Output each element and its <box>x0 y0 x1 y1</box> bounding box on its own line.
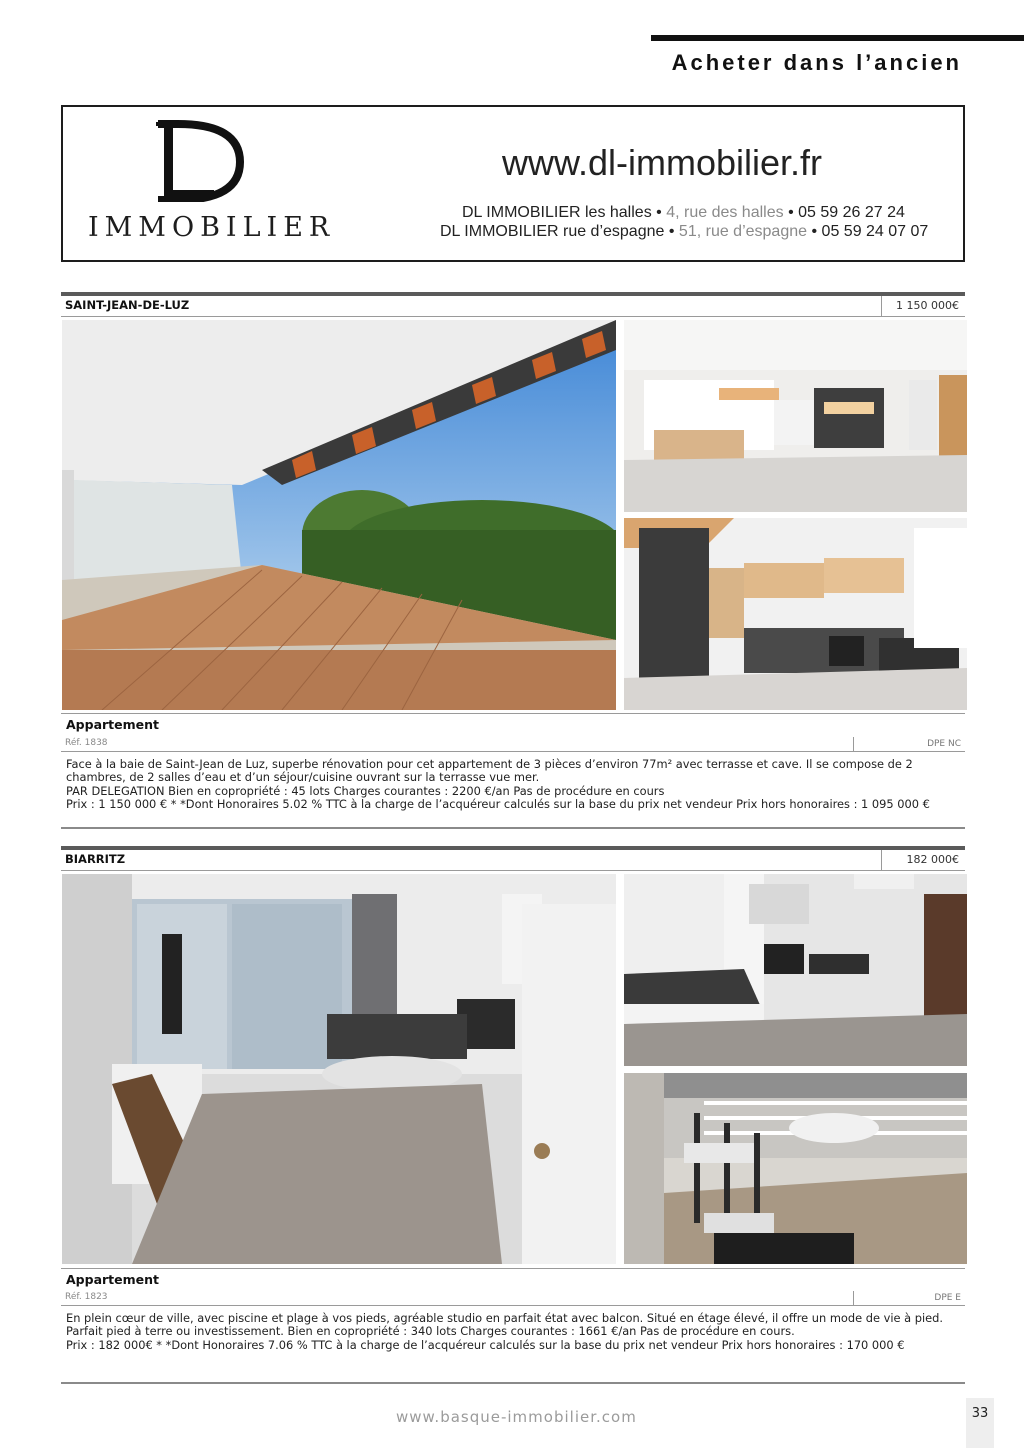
page-number: 33 <box>966 1398 994 1448</box>
description-paragraph: Prix : 182 000€ * *Dont Honoraires 7.06 % TTC à la charge de l’acquéreur calculés sur la base du prix net vendeur Prix hors honoraires : 170 000 € <box>66 1337 905 1352</box>
description-paragraph: Face à la baie de Saint-Jean de Luz, superbe rénovation pour cet appartement de 3 pièces d’environ 77m² avec terrasse et cave. Il se compose de 2 chambres, de 2 salles d’eau et d’un séjour/cuisine ouvrant sur la terrasse vue mer. <box>66 757 913 785</box>
living-room-photo[interactable] <box>624 320 967 512</box>
divider <box>61 713 965 714</box>
listing-end-rule <box>61 1382 965 1384</box>
office-address: 51, rue d’espagne <box>678 223 808 240</box>
office-name: DL IMMOBILIER les halles <box>462 204 652 221</box>
listing-price: 1 150 000€ <box>881 296 965 316</box>
reference-row <box>61 737 965 752</box>
listing-city: BIARRITZ <box>65 852 126 866</box>
section-title: Acheter dans l’ancien <box>671 50 962 75</box>
divider <box>61 1268 965 1269</box>
office-address: 4, rue des halles <box>666 204 784 221</box>
energy-rating: DPE NC <box>853 737 965 751</box>
studio-living-photo[interactable] <box>62 874 616 1264</box>
terrace-photo[interactable] <box>62 320 616 710</box>
office-name: DL IMMOBILIER rue d’espagne <box>440 223 665 240</box>
office-phone[interactable]: 05 59 26 27 24 <box>798 204 905 221</box>
studio-bedroom-photo[interactable] <box>624 874 967 1066</box>
kitchen-photo[interactable] <box>624 518 967 710</box>
header-rule <box>651 35 1024 41</box>
office-line-1 <box>462 204 905 222</box>
office-line-2 <box>440 223 928 241</box>
separator: • <box>656 204 662 221</box>
listing-header <box>61 292 965 317</box>
description-paragraph: En plein cœur de ville, avec piscine et plage à vos pieds, agréable studio en parfait état avec balcon. Situé en étage élevé, il offre un mode de vie à pied. Parfait pied à terre ou investissement. Bien en copropriété : 340 lots Charges courantes : 1661 €/an Pas de procédure en cours. <box>66 1311 944 1339</box>
description-paragraph: PAR DELEGATION Bien en copropriété : 45 lots Charges courantes : 2200 €/an Pas de procédure en cours <box>66 783 665 798</box>
footer-url[interactable]: www.basque-immobilier.com <box>396 1408 637 1426</box>
listing-end-rule <box>61 827 965 829</box>
listing-ref: Réf. 1823 <box>65 1292 108 1302</box>
listing-ref: Réf. 1838 <box>65 738 108 748</box>
listing-description <box>66 1312 964 1352</box>
logo-wordmark: IMMOBILIER <box>88 212 336 243</box>
separator: • <box>788 204 794 221</box>
listing-header <box>61 846 965 871</box>
energy-rating: DPE E <box>853 1291 965 1305</box>
balcony-photo[interactable] <box>624 1073 967 1264</box>
listing-type: Appartement <box>66 1272 159 1287</box>
listing-description <box>66 758 964 812</box>
office-phone[interactable]: 05 59 24 07 07 <box>821 223 929 240</box>
listing-type: Appartement <box>66 717 159 732</box>
dl-logo-icon <box>98 120 248 202</box>
separator: • <box>811 223 818 240</box>
reference-row <box>61 1291 965 1306</box>
agency-website[interactable]: www.dl-immobilier.fr <box>502 142 823 183</box>
description-paragraph: Prix : 1 150 000 € * *Dont Honoraires 5.02 % TTC à la charge de l’acquéreur calculés sur la base du prix net vendeur Prix hors honoraires : 1 095 000 € <box>66 797 930 812</box>
listing-city: SAINT-JEAN-DE-LUZ <box>65 298 190 312</box>
listing-price: 182 000€ <box>881 850 965 870</box>
separator: • <box>668 223 675 240</box>
